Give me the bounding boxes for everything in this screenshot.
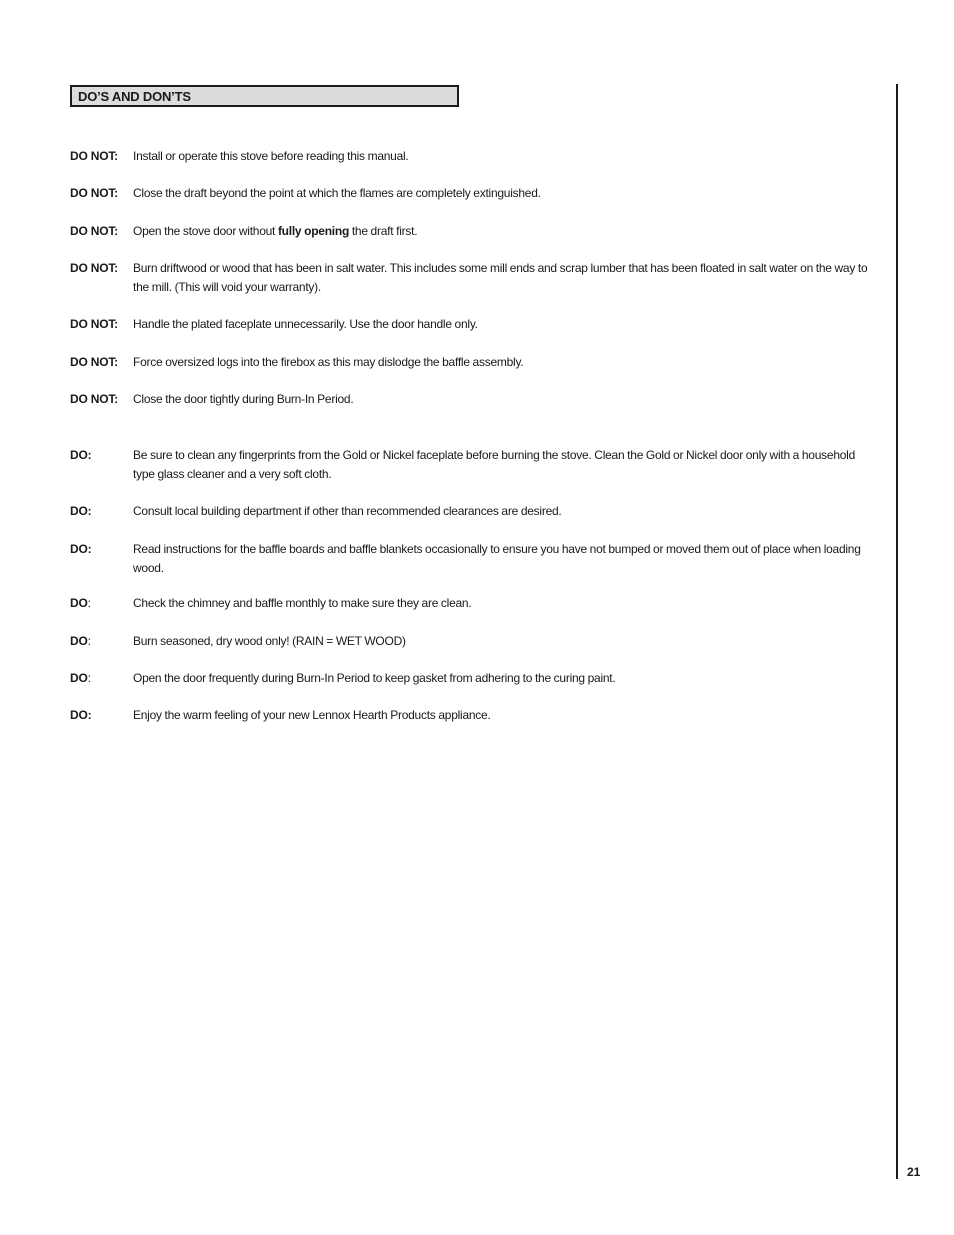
- dont-text: Force oversized logs into the firebox as this may dislodge the baffle assembly.: [133, 355, 524, 369]
- dont-label: DO NOT:: [70, 261, 118, 275]
- do-item: DO: Open the door frequently during Burn-In Period to keep gasket from adhering to the curing paint.: [70, 669, 870, 688]
- section-title: DO’S AND DON’TS: [78, 89, 191, 104]
- dont-label: DO NOT:: [70, 317, 118, 331]
- dont-item: [70, 222, 870, 241]
- do-label: DO: [70, 634, 88, 648]
- dont-item: [70, 390, 870, 409]
- do-item: [70, 706, 870, 725]
- dont-text: Handle the plated faceplate unnecessarily. Use the door handle only.: [133, 317, 478, 331]
- do-label: DO:: [70, 708, 92, 722]
- dont-text: Install or operate this stove before reading this manual.: [133, 149, 409, 163]
- dont-label: DO NOT:: [70, 149, 118, 163]
- do-label: DO: [70, 596, 88, 610]
- do-text: Consult local building department if other than recommended clearances are desired.: [133, 504, 562, 518]
- do-label: DO:: [70, 542, 92, 556]
- emphasis-text: fully opening: [277, 224, 350, 238]
- dont-item: [70, 259, 870, 297]
- do-label: DO:: [70, 504, 92, 518]
- do-item: [70, 446, 870, 484]
- dont-text: Burn driftwood or wood that has been in salt water. This includes some mill ends and scrap lumber that has been floated in salt water on the way to the mill. (This will void your warranty).: [133, 261, 868, 294]
- do-item: [70, 540, 870, 578]
- dont-text: Close the door tightly during Burn-In Period.: [133, 392, 354, 406]
- do-text: Open the door frequently during Burn-In Period to keep gasket from adhering to the curing paint.: [133, 671, 616, 685]
- dont-item: [70, 184, 870, 203]
- dont-item: [70, 353, 870, 372]
- page-number: 21: [907, 1165, 921, 1179]
- dont-text: Close the draft beyond the point at which the flames are completely extinguished.: [133, 186, 541, 200]
- dont-label: DO NOT:: [70, 224, 118, 238]
- do-item: DO: Check the chimney and baffle monthly to make sure they are clean.: [70, 594, 870, 613]
- dont-item: [70, 315, 870, 334]
- dont-label: DO NOT:: [70, 186, 118, 200]
- right-margin-rule: [896, 84, 898, 1179]
- dont-text: Open the stove door without fully opening the draft first.: [133, 224, 418, 238]
- do-label: DO: [70, 671, 88, 685]
- do-text: Check the chimney and baffle monthly to make sure they are clean.: [133, 596, 472, 610]
- do-text: Read instructions for the baffle boards and baffle blankets occasionally to ensure you have not bumped or moved them out of place when loading wood.: [133, 542, 861, 575]
- do-label: DO:: [70, 448, 92, 462]
- do-item: [70, 502, 870, 521]
- do-item: DO: Burn seasoned, dry wood only! (RAIN = WET WOOD): [70, 632, 870, 651]
- dont-item: [70, 147, 870, 166]
- dont-label: DO NOT:: [70, 392, 118, 406]
- do-text: Be sure to clean any fingerprints from the Gold or Nickel faceplate before burning the stove. Clean the Gold or Nickel door only with a household type glass cleaner and a very soft cloth.: [133, 448, 856, 481]
- dont-label: DO NOT:: [70, 355, 118, 369]
- do-text: Enjoy the warm feeling of your new Lennox Hearth Products appliance.: [133, 708, 491, 722]
- do-text: Burn seasoned, dry wood only! (RAIN = WET WOOD): [133, 634, 406, 648]
- section-header: [70, 85, 459, 107]
